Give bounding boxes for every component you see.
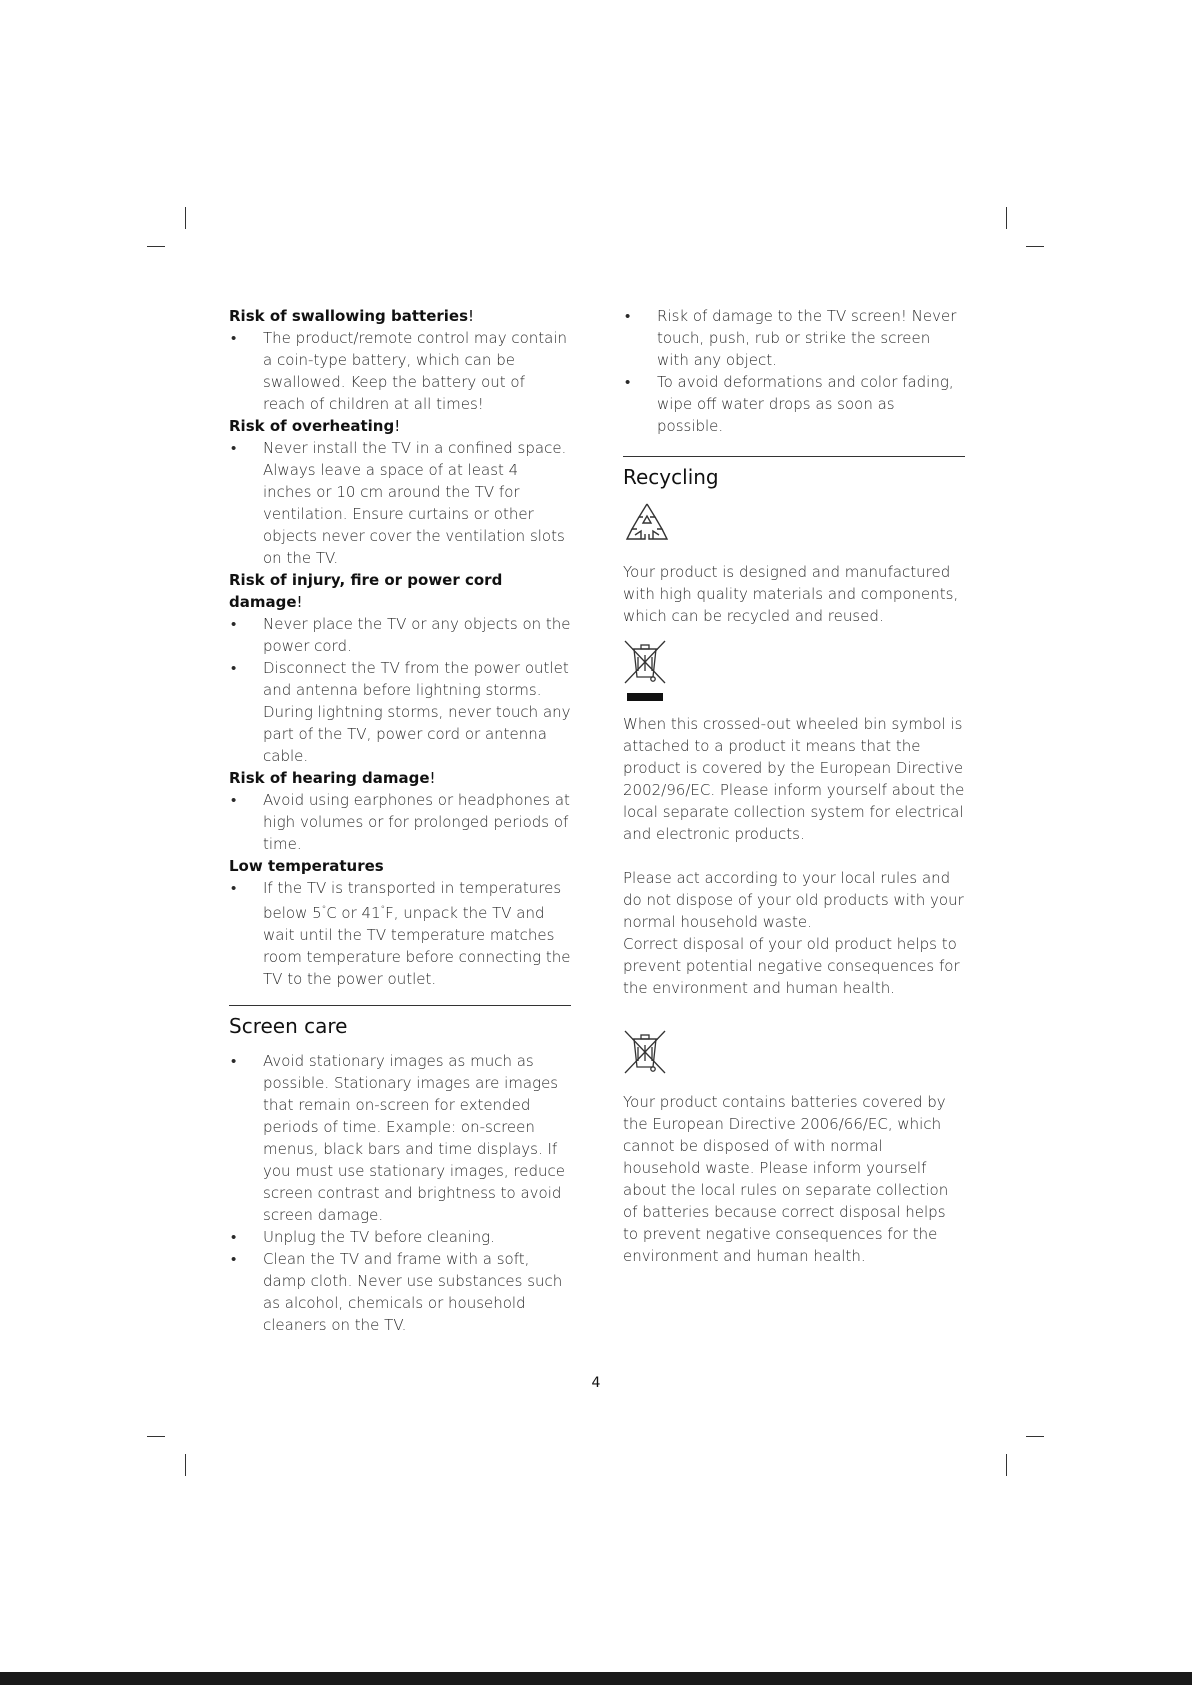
list-item: • Disconnect the TV from the power outlet and antenna before lightning storms. During lightning storms, never touch any part of the TV, power cord or antenna cable. <box>231 659 571 765</box>
section-heading: Risk of overheating! <box>229 417 401 435</box>
recycle-icon <box>623 501 671 545</box>
crop-mark <box>147 1436 165 1437</box>
crop-mark <box>185 1454 186 1476</box>
list-item: • To avoid deformations and color fading, wipe off water drops as soon as possible. <box>625 373 954 435</box>
bullet-list <box>229 327 571 415</box>
list-item: • Avoid stationary images as much as possible. Stationary images are images that remain on-screen for extended periods of time. Example: on-screen menus, black bars and time displays. If you must use stationary images, reduce screen contrast and brightness to avoid screen damage. <box>231 1052 565 1224</box>
list-item: • If the TV is transported in temperatures below 5°C or 41°F, unpack the TV and wait until the TV temperature matches room temperature before connecting the TV to the power outlet. <box>231 879 571 988</box>
bullet-list <box>229 437 571 569</box>
crop-mark <box>1006 1454 1007 1476</box>
section-title-screen-care: Screen care <box>229 1014 348 1038</box>
list-item: • Avoid using earphones or headphones at high volumes or for prolonged periods of time. <box>231 791 570 853</box>
bin-symbol-paragraph: When this crossed-out wheeled bin symbol is attached to a product it means that the product is covered by the European Directive 2002/96/EC. Please inform yourself about the local separate collection system for electrical and electronic products. <box>623 715 965 843</box>
list-item: • The product/remote control may contain a coin-type battery, which can be swallowed. Keep the battery out of reach of children at all times! <box>231 329 568 413</box>
bullet-list <box>229 1050 571 1336</box>
list-item: • Risk of damage to the TV screen! Never touch, push, rub or strike the screen with any object. <box>625 307 957 369</box>
bullet-list <box>229 877 571 990</box>
crossed-out-wheeled-bin-icon <box>623 1029 667 1077</box>
bullet-list <box>229 613 571 767</box>
crossed-out-wheeled-bin-icon <box>623 639 667 703</box>
section-heading: Low temperatures <box>229 857 384 875</box>
section-divider <box>229 1005 571 1006</box>
list-item: • Clean the TV and frame with a soft, damp cloth. Never use substances such as alcohol, chemicals or household cleaners on the TV. <box>231 1250 563 1334</box>
crop-mark <box>1006 207 1007 229</box>
crop-mark <box>1026 1436 1044 1437</box>
section-title-recycling: Recycling <box>623 465 719 489</box>
crop-mark <box>185 207 186 229</box>
bullet-list <box>623 305 965 437</box>
disposal-paragraph: Please act according to your local rules and do not dispose of your old products with your normal household waste. <box>623 869 964 931</box>
section-divider <box>623 456 965 457</box>
crop-mark <box>147 246 165 247</box>
section-heading: Risk of hearing damage! <box>229 769 436 787</box>
recycling-paragraph: Your product is designed and manufactured with high quality materials and components, which can be recycled and reused. <box>623 563 959 625</box>
list-item: • Never place the TV or any objects on the power cord. <box>231 615 571 655</box>
battery-paragraph: Your product contains batteries covered by the European Directive 2006/66/EC, which cannot be disposed of with normal household waste. Please inform yourself about the local rules on separate collection of batteries because correct disposal helps to prevent negative consequences for the environment and human health. <box>623 1093 949 1265</box>
page-number: 4 <box>591 1375 601 1391</box>
left-column <box>229 305 571 1336</box>
list-item: • Unplug the TV before cleaning. <box>231 1228 495 1246</box>
list-item: • Never install the TV in a confined space. Always leave a space of at least 4 inches or 10 cm around the TV for ventilation. Ensure curtains or other objects never cover the ventilation slots on the TV. <box>231 439 567 567</box>
crop-mark <box>1026 246 1044 247</box>
disposal-paragraph: Correct disposal of your old product helps to prevent potential negative consequences for the environment and human health. <box>623 935 960 997</box>
bullet-list <box>229 789 571 855</box>
right-column <box>623 305 965 1267</box>
section-heading: Risk of swallowing batteries! <box>229 307 475 325</box>
bottom-bar <box>0 1672 1192 1685</box>
section-heading: Risk of injury, fire or power cord damage! <box>229 571 503 611</box>
